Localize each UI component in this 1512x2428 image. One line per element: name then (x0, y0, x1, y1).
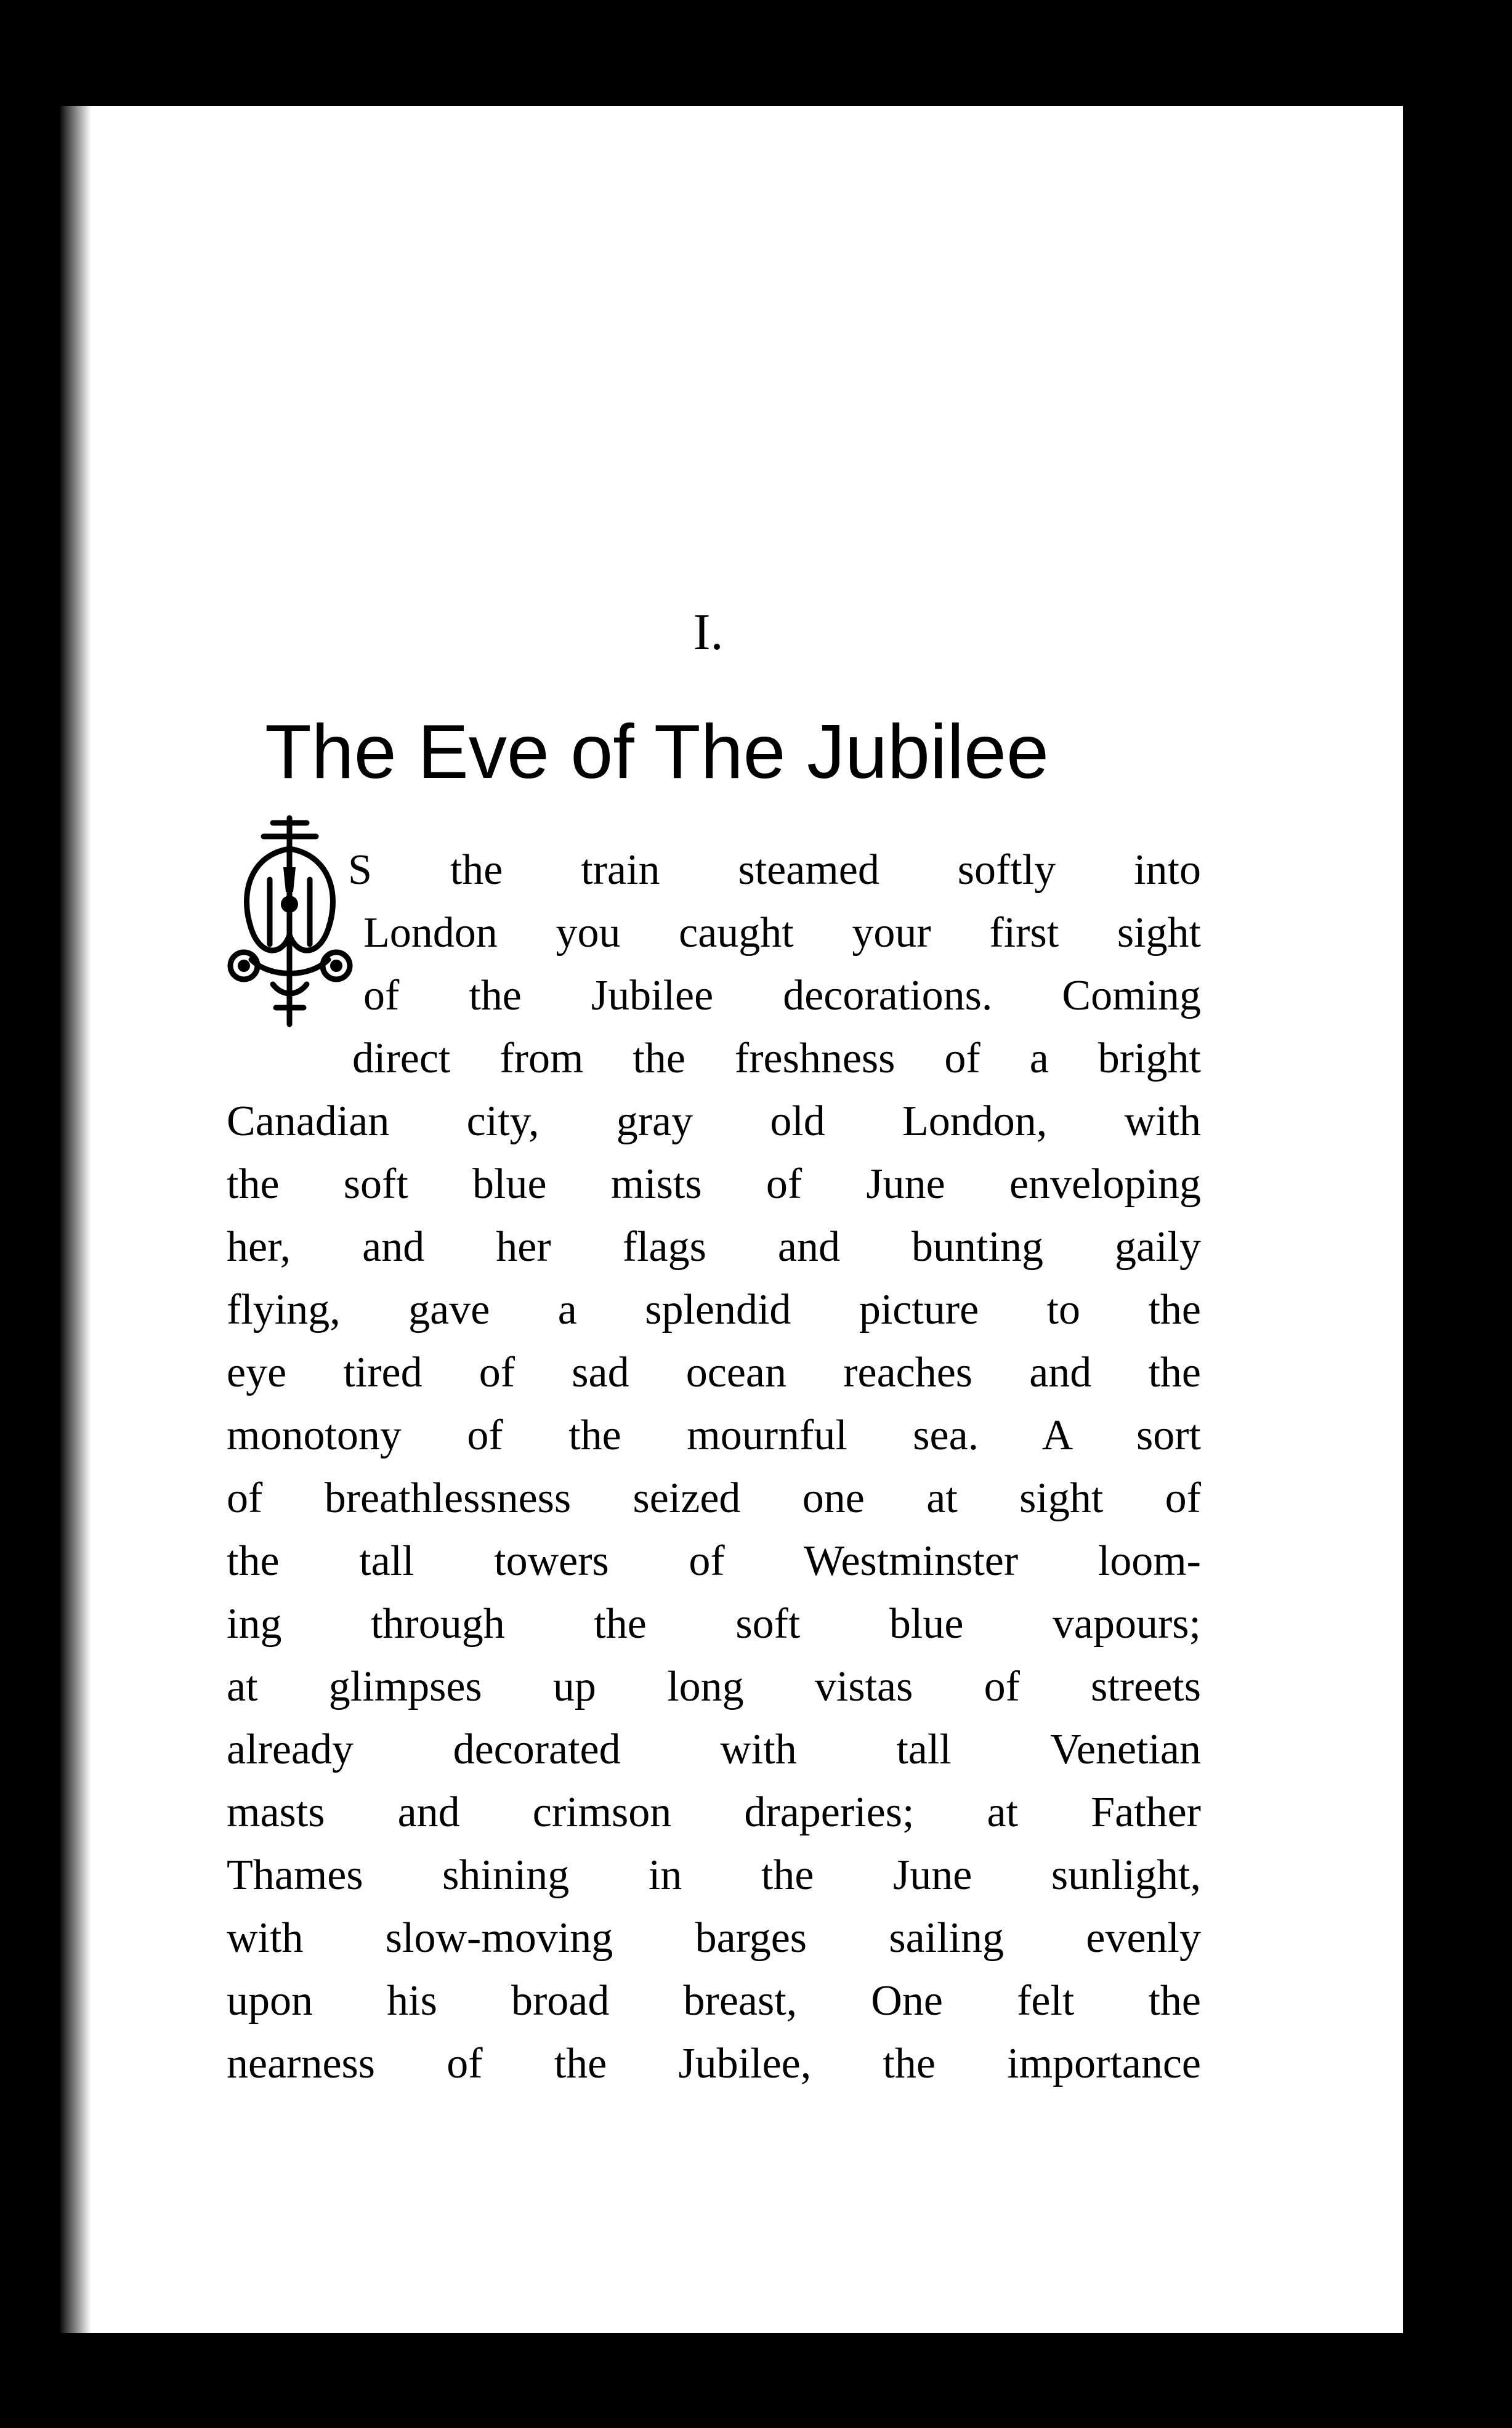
text-line-13: ing through the soft blue vapours; (227, 1600, 1201, 1648)
page-binding-edge (48, 106, 91, 2333)
text-line-7: her, and her flags and bunting gaily (227, 1223, 1201, 1271)
text-line-6: the soft blue mists of June enveloping (227, 1160, 1201, 1208)
ornamental-drop-cap-a (227, 812, 353, 1034)
text-line-12: the tall towers of Westminster loom- (227, 1537, 1201, 1585)
text-line-9: eye tired of sad ocean reaches and the (227, 1349, 1201, 1396)
text-line-19: upon his broad breast, One felt the (227, 1977, 1201, 2025)
text-line-2: London you caught your first sight (363, 909, 1201, 957)
text-line-1: S the train steamed softly into (348, 846, 1201, 894)
text-line-16: masts and crimson draperies; at Father (227, 1789, 1201, 1836)
chapter-number: I. (693, 604, 724, 661)
text-line-17: Thames shining in the June sunlight, (227, 1851, 1201, 1899)
text-line-4: direct from the freshness of a bright (352, 1035, 1201, 1082)
text-line-5: Canadian city, gray old London, with (227, 1098, 1201, 1145)
text-line-8: flying, gave a splendid picture to the (227, 1286, 1201, 1333)
text-line-11: of breathlessness seized one at sight of (227, 1475, 1201, 1522)
text-line-3: of the Jubilee decorations. Coming (363, 972, 1201, 1019)
chapter-title: The Eve of The Jubilee (265, 710, 1049, 795)
text-line-18: with slow-moving barges sailing evenly (227, 1914, 1201, 1962)
text-line-15: already decorated with tall Venetian (227, 1726, 1201, 1773)
text-line-20: nearness of the Jubilee, the importance (227, 2040, 1201, 2087)
text-line-14: at glimpses up long vistas of streets (227, 1663, 1201, 1710)
text-line-10: monotony of the mournful sea. A sort (227, 1412, 1201, 1459)
